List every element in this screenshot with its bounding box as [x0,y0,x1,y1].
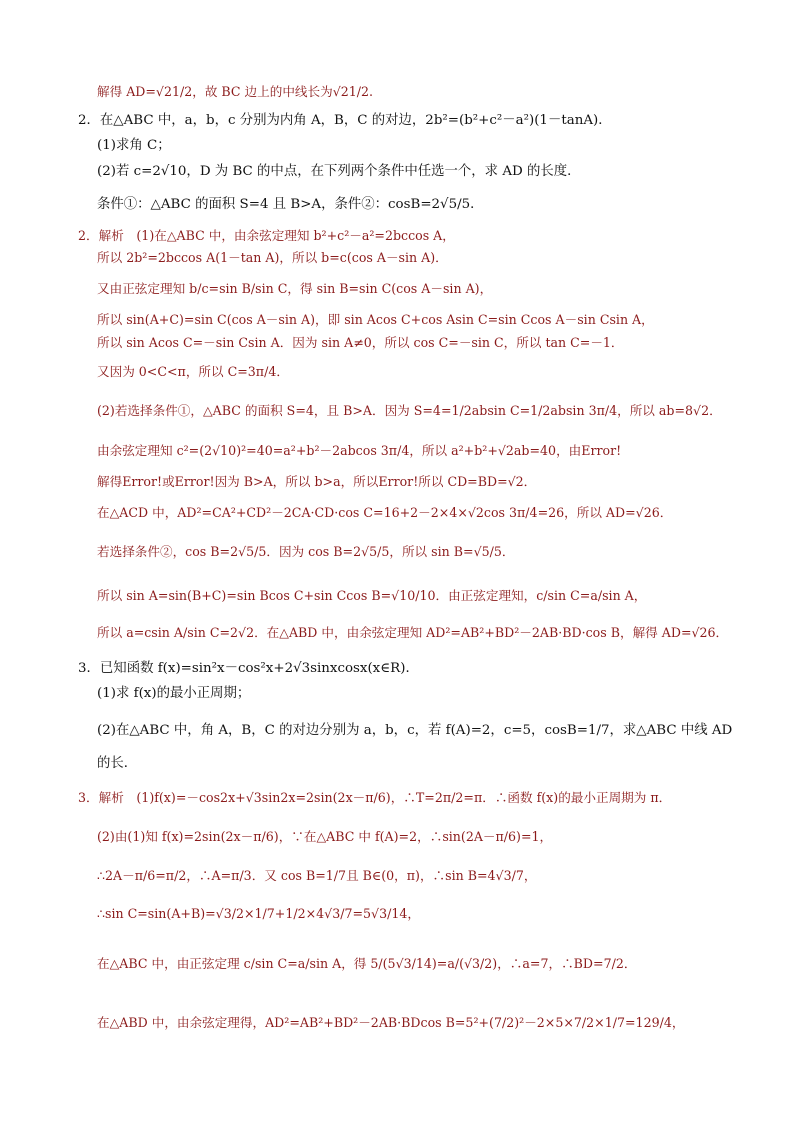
problem-line: 的长． [97,756,138,771]
solution-line: ∴sin C=sin(A+B)=√3/2×1/7+1/2×4√3/7=5√3/14， [97,906,420,921]
solution-line: 在△ACD 中，AD²=CA²+CD²－2CA·CD·cos C=16+2－2×4×√2cos 3π/4=26，所以 AD=√26． [97,505,673,520]
problem-line: (1)求 f(x)的最小正周期； [97,686,251,701]
solution-line: 3．解析 (1)f(x)=－cos2x+√3sin2x=2sin(2x－π/6)，∴T=2π/2=π．∴函数 f(x)的最小正周期为 π． [78,790,672,805]
problem-line: 3．已知函数 f(x)=sin²x－cos²x+2√3sinxcosx(x∈R)． [78,661,419,676]
solution-line: 所以 sin Acos C=－sin Csin A．因为 sin A≠0，所以 cos C=－sin C，所以 tan C=－1． [97,335,624,350]
solution-line: 所以 a=csin A/sin C=2√2．在△ABD 中，由余弦定理知 AD²=AB²+BD²－2AB·BD·cos B，解得 AD=√26． [97,625,729,640]
solution-line: 在△ABD 中，由余弦定理得，AD²=AB²+BD²－2AB·BDcos B=5²+(7/2)²－2×5×7/2×1/7=129/4， [97,1015,685,1030]
problem-line: 2．在△ABC 中，a，b，c 分别为内角 A，B，C 的对边，2b²=(b²+c²－a²)(1－tanA)． [78,113,612,128]
solution-line: 所以 2b²=2bccos A(1－tan A)，所以 b=c(cos A－sin A)． [97,250,448,265]
solution-line: 2．解析 (1)在△ABC 中，由余弦定理知 b²+c²－a²=2bccos A， [78,228,455,243]
solution-line: 若选择条件②，cos B=2√5/5．因为 cos B=2√5/5，所以 sin B=√5/5． [97,544,515,559]
solution-line: 在△ABC 中，由正弦定理 c/sin C=a/sin A，得 5/(5√3/14)=a/(√3/2)，∴a=7，∴BD=7/2． [97,956,637,971]
solution-line: 所以 sin A=sin(B+C)=sin Bcos C+sin Ccos B=√10/10．由正弦定理知，c/sin C=a/sin A， [97,588,647,603]
solution-line: (2)由(1)知 f(x)=2sin(2x－π/6)，∵在△ABC 中 f(A)=2，∴sin(2A－π/6)=1， [97,829,553,844]
solution-line: 由余弦定理知 c²=(2√10)²=40=a²+b²－2abcos 3π/4，所以 a²+b²+√2ab=40，由Error! [97,443,622,458]
solution-line: 所以 sin(A+C)=sin C(cos A－sin A)，即 sin Acos C+cos Asin C=sin Ccos A－sin Csin A， [97,312,654,327]
problem-line: (2)在△ABC 中，角 A，B，C 的对边分别为 a，b，c，若 f(A)=2，c=5，cosB=1/7，求△ABC 中线 AD [97,723,733,738]
solution-line: 解得Error!或Error!因为 B>A，所以 b>a，所以Error!所以 CD=BD=√2． [97,474,537,489]
solution-line: 解得 AD=√21/2，故 BC 边上的中线长为√21/2. [97,84,374,99]
solution-line: (2)若选择条件①，△ABC 的面积 S=4，且 B>A．因为 S=4=1/2absin C=1/2absin 3π/4，所以 ab=8√2． [97,403,722,418]
solution-line: 又因为 0<C<π，所以 C=3π/4． [97,364,289,379]
problem-line: (2)若 c=2√10，D 为 BC 的中点，在下列两个条件中任选一个，求 AD 的长度． [97,164,581,179]
problem-line: 条件①：△ABC 的面积 S=4 且 B>A，条件②：cosB=2√5/5． [97,197,484,212]
problem-line: (1)求角 C； [97,138,171,153]
solution-line: 又由正弦定理知 b/c=sin B/sin C，得 sin B=sin C(cos A－sin A)， [97,281,493,296]
solution-line: ∴2A－π/6=π/2，∴A=π/3．又 cos B=1/7且 B∈(0，π)，∴sin B=4√3/7， [97,868,537,883]
